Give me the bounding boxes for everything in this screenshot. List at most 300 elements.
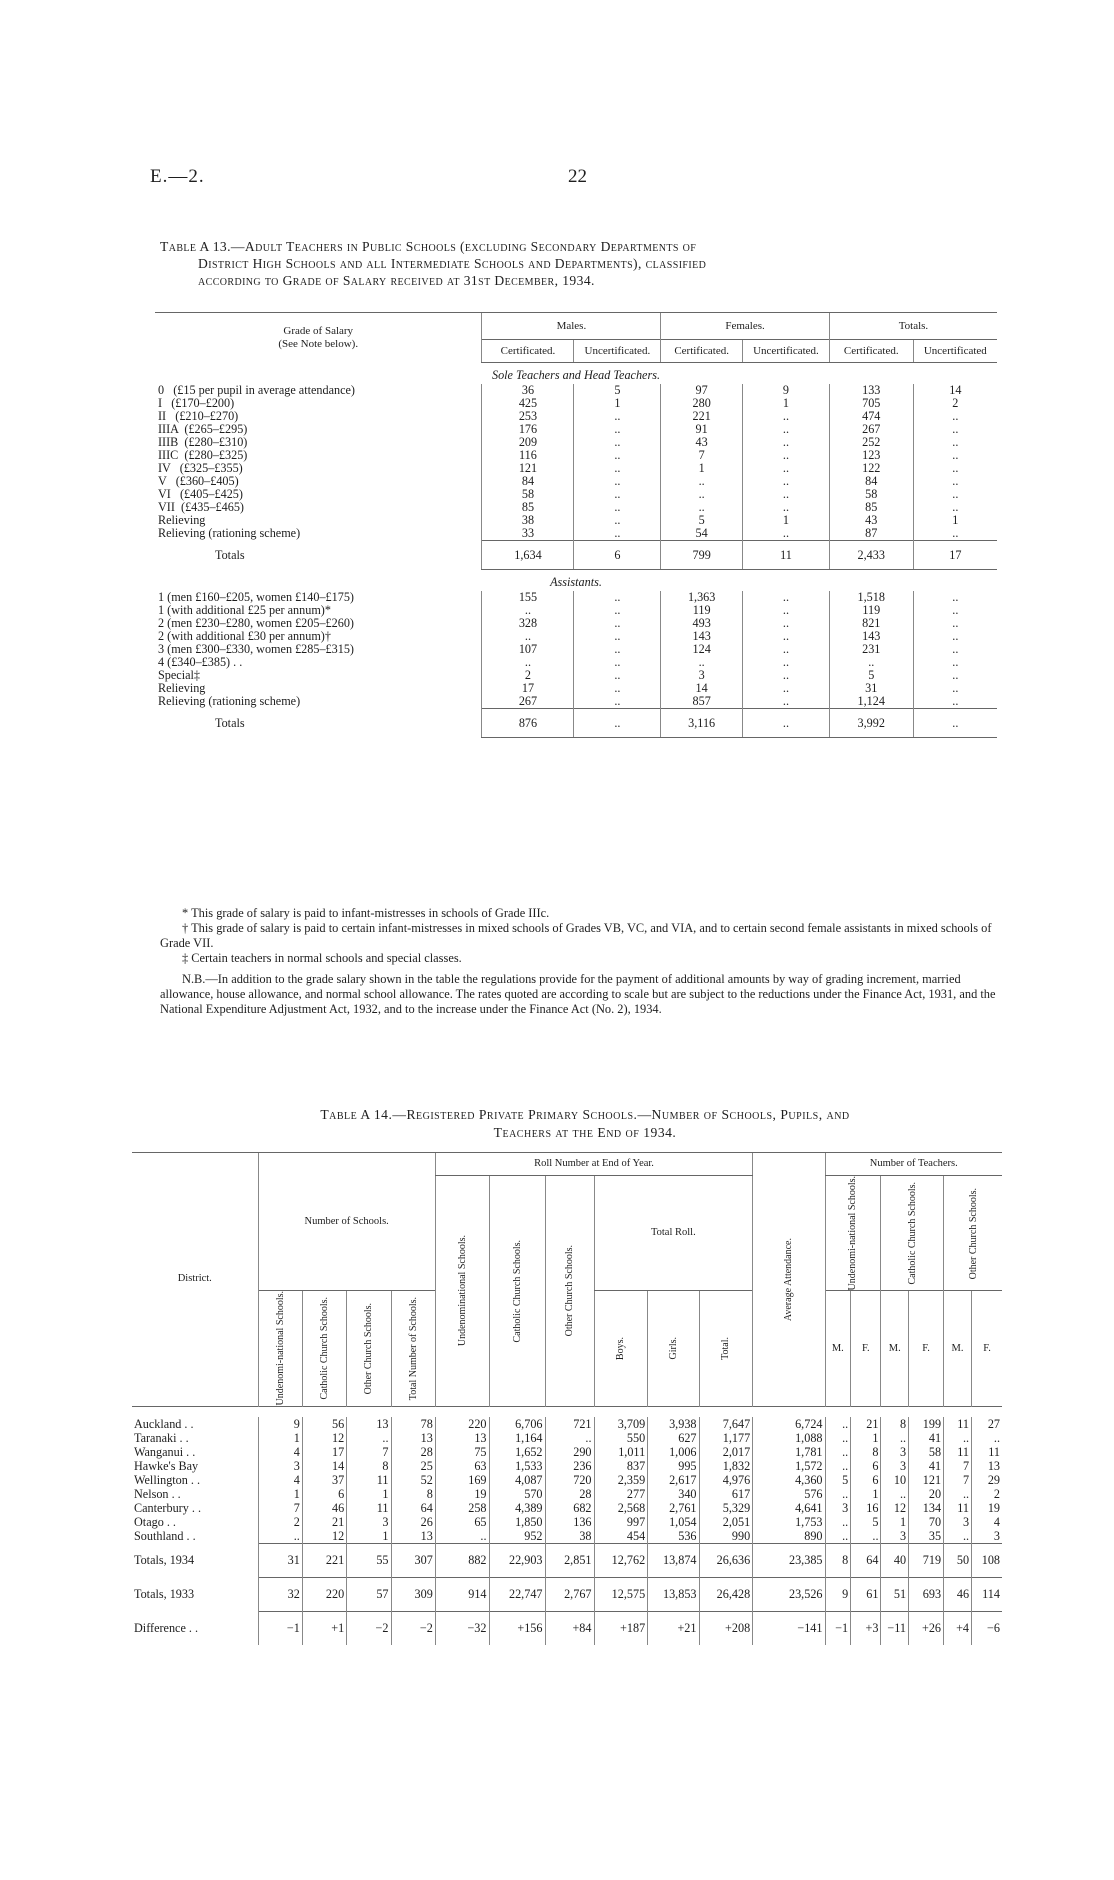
value-cell: 9 <box>258 1417 302 1431</box>
district-cell: Canterbury . . <box>134 1500 202 1515</box>
table13 <box>155 312 997 738</box>
value-cell: 22,903 <box>489 1543 545 1577</box>
value-cell: 70 <box>909 1515 944 1529</box>
table13-title-line1: Table A 13.—Adult Teachers in Public Schools (excluding Secondary Departments of <box>160 239 697 254</box>
value-cell: 1,753 <box>753 1515 825 1529</box>
grade-header-note: (See Note below). <box>278 337 359 350</box>
value-cell: 1 <box>347 1487 391 1501</box>
value-cell: 693 <box>909 1577 944 1611</box>
sch-catholic-header <box>302 1291 346 1406</box>
sch-total-label: Total Number of Schools. <box>407 1297 419 1401</box>
value-cell: 52 <box>391 1473 435 1487</box>
value-cell: 6 <box>302 1487 346 1501</box>
table-row <box>132 1501 1002 1515</box>
value-cell: 3 <box>825 1501 851 1515</box>
t-other-m-header: M. <box>944 1291 972 1406</box>
value-cell: 12 <box>881 1501 909 1515</box>
value-cell: .. <box>825 1529 851 1544</box>
value-cell: .. <box>881 1431 909 1445</box>
district-cell: Southland . . <box>134 1529 196 1544</box>
value-cell: .. <box>574 643 661 656</box>
value-cell: 46 <box>302 1501 346 1515</box>
district-cell: Wellington . . <box>134 1472 201 1487</box>
value-cell: 41 <box>909 1431 944 1445</box>
value-cell: 890 <box>753 1529 825 1544</box>
value-cell: 17 <box>302 1445 346 1459</box>
teachers-other-header <box>944 1176 1002 1291</box>
teachers-undenom-header <box>825 1176 881 1291</box>
value-cell: .. <box>743 501 830 514</box>
value-cell: −141 <box>753 1611 825 1645</box>
totals-value: 3,992 <box>829 709 913 738</box>
grade-cell: IV (£325–£355) <box>158 461 243 475</box>
value-cell: −2 <box>391 1611 435 1645</box>
males-cert-header: Certificated. <box>482 340 574 363</box>
num-schools-header: Number of Schools. <box>258 1153 435 1291</box>
value-cell: 29 <box>972 1473 1002 1487</box>
totals-header: Totals. <box>829 313 997 340</box>
teachers-other-label: Other Church Schools. <box>967 1187 979 1279</box>
value-cell: 857 <box>661 695 743 709</box>
value-cell: .. <box>743 410 830 423</box>
totals-value: 876 <box>482 709 574 738</box>
value-cell: 5 <box>829 669 913 682</box>
value-cell: .. <box>825 1417 851 1431</box>
value-cell: 1,832 <box>699 1459 753 1473</box>
girls-label: Girls. <box>667 1337 679 1360</box>
value-cell: 6,706 <box>489 1417 545 1431</box>
value-cell: +84 <box>545 1611 594 1645</box>
value-cell: 84 <box>482 475 574 488</box>
value-cell: 1 <box>574 397 661 410</box>
section-heading-row <box>155 570 997 592</box>
value-cell: 108 <box>972 1543 1002 1577</box>
value-cell: 26 <box>391 1515 435 1529</box>
value-cell: 13 <box>435 1431 489 1445</box>
value-cell: −2 <box>347 1611 391 1645</box>
value-cell: 17 <box>482 682 574 695</box>
value-cell: 705 <box>829 397 913 410</box>
value-cell: 4,389 <box>489 1501 545 1515</box>
grade-cell: Special‡ <box>158 668 200 682</box>
value-cell: .. <box>574 475 661 488</box>
value-cell: 536 <box>648 1529 699 1544</box>
value-cell: 123 <box>829 449 913 462</box>
value-cell: 21 <box>302 1515 346 1529</box>
grade-cell: Relieving (rationing scheme) <box>158 526 301 541</box>
value-cell: 1,011 <box>594 1445 648 1459</box>
value-cell: 1,054 <box>648 1515 699 1529</box>
avg-attendance-label: Average Attendance. <box>783 1237 795 1321</box>
value-cell: 2 <box>258 1515 302 1529</box>
value-cell: 58 <box>829 488 913 501</box>
sch-catholic-label: Catholic Church Schools. <box>319 1297 330 1400</box>
value-cell: 11 <box>347 1501 391 1515</box>
value-cell: .. <box>574 527 661 541</box>
table13-title <box>160 238 995 289</box>
table13-title-line3: according to Grade of Salary received at 31st December, 1934. <box>198 273 595 288</box>
table-row <box>132 1515 1002 1529</box>
value-cell: .. <box>944 1529 972 1544</box>
value-cell: 11 <box>347 1473 391 1487</box>
value-cell: 20 <box>909 1487 944 1501</box>
value-cell: 2 <box>482 669 574 682</box>
value-cell: 36 <box>482 384 574 397</box>
value-cell: .. <box>482 630 574 643</box>
value-cell: 220 <box>435 1417 489 1431</box>
roll-other-header <box>545 1176 594 1407</box>
value-cell: 107 <box>482 643 574 656</box>
table-row <box>132 1459 1002 1473</box>
value-cell: 221 <box>661 410 743 423</box>
value-cell: .. <box>482 656 574 669</box>
teachers-undenom-label: Undenomi-national Schools. <box>847 1176 859 1291</box>
value-cell: 2,359 <box>594 1473 648 1487</box>
value-cell: 454 <box>594 1529 648 1544</box>
value-cell: 209 <box>482 436 574 449</box>
value-cell: 13,874 <box>648 1543 699 1577</box>
totals-value: .. <box>574 709 661 738</box>
value-cell: 7 <box>661 449 743 462</box>
value-cell: .. <box>574 423 661 436</box>
value-cell: 91 <box>661 423 743 436</box>
value-cell: 267 <box>829 423 913 436</box>
value-cell: 3 <box>881 1529 909 1544</box>
value-cell: 25 <box>391 1459 435 1473</box>
value-cell: .. <box>825 1515 851 1529</box>
value-cell: 9 <box>743 384 830 397</box>
females-uncert-header: Uncertificated. <box>743 340 830 363</box>
value-cell: +3 <box>851 1611 881 1645</box>
value-cell: 1 <box>743 514 830 527</box>
girls-header <box>648 1291 699 1406</box>
value-cell: 13,853 <box>648 1577 699 1611</box>
value-cell: 570 <box>489 1487 545 1501</box>
district-cell: Difference . . <box>134 1621 199 1636</box>
sch-total-header <box>391 1291 435 1406</box>
value-cell: 12,575 <box>594 1577 648 1611</box>
sch-other-header <box>347 1291 391 1406</box>
value-cell: 474 <box>829 410 913 423</box>
value-cell: .. <box>574 462 661 475</box>
value-cell: 3 <box>258 1459 302 1473</box>
totals-value: 1,634 <box>482 541 574 570</box>
value-cell: 23,526 <box>753 1577 825 1611</box>
value-cell: 8 <box>851 1445 881 1459</box>
value-cell: 13 <box>972 1459 1002 1473</box>
value-cell: .. <box>574 410 661 423</box>
value-cell: .. <box>574 669 661 682</box>
value-cell: 2,761 <box>648 1501 699 1515</box>
value-cell: 307 <box>391 1543 435 1577</box>
value-cell: .. <box>972 1431 1002 1445</box>
value-cell: .. <box>851 1529 881 1544</box>
t-catholic-m-header: M. <box>881 1291 909 1406</box>
page-reference: E.—2. <box>150 166 205 187</box>
value-cell: .. <box>482 604 574 617</box>
value-cell: .. <box>574 682 661 695</box>
value-cell: 13 <box>347 1417 391 1431</box>
value-cell: .. <box>574 604 661 617</box>
value-cell: 12 <box>302 1529 346 1544</box>
value-cell: .. <box>913 695 997 709</box>
value-cell: .. <box>825 1445 851 1459</box>
value-cell: .. <box>574 591 661 604</box>
value-cell: 2,568 <box>594 1501 648 1515</box>
value-cell: 280 <box>661 397 743 410</box>
value-cell: .. <box>881 1487 909 1501</box>
value-cell: .. <box>574 488 661 501</box>
value-cell: 13 <box>391 1529 435 1544</box>
value-cell: 55 <box>347 1543 391 1577</box>
value-cell: .. <box>661 656 743 669</box>
value-cell: .. <box>913 617 997 630</box>
grade-cell: I (£170–£200) <box>158 396 235 410</box>
value-cell: 41 <box>909 1459 944 1473</box>
teachers-catholic-label: Catholic Church Schools. <box>906 1181 918 1285</box>
roll-catholic-header <box>489 1176 545 1407</box>
value-cell: 84 <box>829 475 913 488</box>
value-cell: 1,088 <box>753 1431 825 1445</box>
district-cell: Otago . . <box>134 1514 176 1529</box>
value-cell: .. <box>574 501 661 514</box>
value-cell: 720 <box>545 1473 594 1487</box>
value-cell: 1 <box>661 462 743 475</box>
value-cell: 119 <box>661 604 743 617</box>
value-cell: .. <box>661 488 743 501</box>
table14-title-line2: Teachers at the End of 1934. <box>493 1125 677 1140</box>
section-heading: Sole Teachers and Head Teachers. <box>491 368 661 382</box>
value-cell: 2 <box>913 397 997 410</box>
value-cell: −11 <box>881 1611 909 1645</box>
value-cell: .. <box>258 1529 302 1544</box>
value-cell: 1 <box>743 397 830 410</box>
t-other-f-header: F. <box>972 1291 1002 1406</box>
value-cell: 37 <box>302 1473 346 1487</box>
value-cell: 3 <box>881 1459 909 1473</box>
value-cell: 1,177 <box>699 1431 753 1445</box>
value-cell: 1,124 <box>829 695 913 709</box>
value-cell: .. <box>913 669 997 682</box>
value-cell: 1,164 <box>489 1431 545 1445</box>
table-row <box>155 695 997 709</box>
value-cell: 221 <box>302 1543 346 1577</box>
grade-cell: 2 (men £230–£280, women £205–£260) <box>158 616 354 630</box>
section-heading-row <box>155 363 997 385</box>
value-cell: .. <box>743 695 830 709</box>
value-cell: 31 <box>829 682 913 695</box>
females-header: Females. <box>661 313 830 340</box>
value-cell: 7 <box>944 1459 972 1473</box>
value-cell: 11 <box>944 1445 972 1459</box>
value-cell: 61 <box>851 1577 881 1611</box>
value-cell: .. <box>743 423 830 436</box>
value-cell: 63 <box>435 1459 489 1473</box>
grade-cell: 0 (£15 per pupil in average attendance) <box>158 383 355 397</box>
district-cell: Hawke's Bay <box>134 1458 199 1473</box>
value-cell: 136 <box>545 1515 594 1529</box>
value-cell: −1 <box>258 1611 302 1645</box>
value-cell: .. <box>743 643 830 656</box>
value-cell: 143 <box>661 630 743 643</box>
grade-cell: 3 (men £300–£330, women £285–£315) <box>158 642 354 656</box>
summary-row <box>132 1543 1002 1577</box>
value-cell: .. <box>574 436 661 449</box>
value-cell: 143 <box>829 630 913 643</box>
value-cell: 97 <box>661 384 743 397</box>
total-header <box>699 1291 753 1406</box>
value-cell: 576 <box>753 1487 825 1501</box>
value-cell: 682 <box>545 1501 594 1515</box>
value-cell: 290 <box>545 1445 594 1459</box>
value-cell: 4,360 <box>753 1473 825 1487</box>
value-cell: 1,572 <box>753 1459 825 1473</box>
value-cell: 2,051 <box>699 1515 753 1529</box>
t-catholic-f-header: F. <box>909 1291 944 1406</box>
value-cell: −6 <box>972 1611 1002 1645</box>
grade-cell: 1 (with additional £25 per annum)* <box>158 603 331 617</box>
value-cell: 8 <box>825 1543 851 1577</box>
value-cell: 7 <box>944 1473 972 1487</box>
teachers-catholic-header <box>881 1176 944 1291</box>
value-cell: 882 <box>435 1543 489 1577</box>
roll-undenom-label: Undenominational Schools. <box>456 1235 468 1347</box>
value-cell: 65 <box>435 1515 489 1529</box>
value-cell: 1 <box>851 1431 881 1445</box>
value-cell: .. <box>913 436 997 449</box>
value-cell: 21 <box>851 1417 881 1431</box>
value-cell: 1,363 <box>661 591 743 604</box>
value-cell: .. <box>913 423 997 436</box>
value-cell: +26 <box>909 1611 944 1645</box>
value-cell: 28 <box>391 1445 435 1459</box>
roll-catholic-label: Catholic Church Schools. <box>511 1239 523 1343</box>
value-cell: 134 <box>909 1501 944 1515</box>
value-cell: .. <box>913 527 997 541</box>
value-cell: 12,762 <box>594 1543 648 1577</box>
value-cell: 31 <box>258 1543 302 1577</box>
value-cell: 3 <box>972 1529 1002 1544</box>
value-cell: 990 <box>699 1529 753 1544</box>
value-cell: .. <box>743 462 830 475</box>
value-cell: 33 <box>482 527 574 541</box>
value-cell: 43 <box>829 514 913 527</box>
value-cell: .. <box>913 656 997 669</box>
totals-value: .. <box>743 709 830 738</box>
value-cell: .. <box>435 1529 489 1544</box>
value-cell: .. <box>545 1431 594 1445</box>
value-cell: .. <box>661 475 743 488</box>
value-cell: 277 <box>594 1487 648 1501</box>
value-cell: 6,724 <box>753 1417 825 1431</box>
value-cell: 4 <box>258 1445 302 1459</box>
boys-header <box>594 1291 648 1406</box>
boys-label: Boys. <box>615 1337 627 1361</box>
value-cell: 1,518 <box>829 591 913 604</box>
table13-notes <box>160 906 996 1017</box>
value-cell: 75 <box>435 1445 489 1459</box>
value-cell: 8 <box>347 1459 391 1473</box>
value-cell: 40 <box>881 1543 909 1577</box>
value-cell: .. <box>913 682 997 695</box>
grade-cell: Relieving (rationing scheme) <box>158 694 301 709</box>
value-cell: 2,851 <box>545 1543 594 1577</box>
value-cell: .. <box>574 656 661 669</box>
value-cell: 121 <box>909 1473 944 1487</box>
spacer-row <box>132 1406 1002 1417</box>
value-cell: 43 <box>661 436 743 449</box>
table13-title-line2: District High Schools and all Intermediate Schools and Departments), classified <box>198 256 707 271</box>
total-roll-header: Total Roll. <box>594 1176 753 1291</box>
teachers-header: Number of Teachers. <box>825 1153 1002 1176</box>
grade-cell: Relieving <box>158 513 206 527</box>
value-cell: 27 <box>972 1417 1002 1431</box>
value-cell: 1,850 <box>489 1515 545 1529</box>
value-cell: 5 <box>574 384 661 397</box>
value-cell: 121 <box>482 462 574 475</box>
value-cell: .. <box>743 656 830 669</box>
totals-value: 11 <box>743 541 830 570</box>
value-cell: 11 <box>972 1445 1002 1459</box>
sch-other-label: Other Church Schools. <box>363 1302 375 1395</box>
value-cell: 550 <box>594 1431 648 1445</box>
roll-other-label: Other Church Schools. <box>564 1245 575 1337</box>
value-cell: 8 <box>881 1417 909 1431</box>
value-cell: 4 <box>258 1473 302 1487</box>
value-cell: 124 <box>661 643 743 656</box>
t-undenom-m-header: M. <box>825 1291 851 1406</box>
t-undenom-f-header: F. <box>851 1291 881 1406</box>
value-cell: 3 <box>881 1445 909 1459</box>
value-cell: 119 <box>829 604 913 617</box>
value-cell: 155 <box>482 591 574 604</box>
value-cell: 199 <box>909 1417 944 1431</box>
value-cell: .. <box>825 1459 851 1473</box>
value-cell: 116 <box>482 449 574 462</box>
value-cell: 7 <box>347 1445 391 1459</box>
value-cell: 267 <box>482 695 574 709</box>
value-cell: 1 <box>881 1515 909 1529</box>
totals-value: .. <box>913 709 997 738</box>
table-row <box>155 527 997 541</box>
value-cell: 11 <box>944 1417 972 1431</box>
value-cell: 16 <box>851 1501 881 1515</box>
value-cell: .. <box>743 682 830 695</box>
value-cell: 169 <box>435 1473 489 1487</box>
value-cell: 8 <box>391 1487 435 1501</box>
value-cell: +21 <box>648 1611 699 1645</box>
value-cell: .. <box>743 527 830 541</box>
value-cell: .. <box>574 514 661 527</box>
value-cell: 2 <box>972 1487 1002 1501</box>
value-cell: .. <box>743 488 830 501</box>
value-cell: 87 <box>829 527 913 541</box>
value-cell: .. <box>743 591 830 604</box>
value-cell: 85 <box>829 501 913 514</box>
value-cell: .. <box>944 1487 972 1501</box>
table-row <box>132 1445 1002 1459</box>
sch-undenom-header <box>258 1291 302 1406</box>
value-cell: +156 <box>489 1611 545 1645</box>
males-header: Males. <box>482 313 661 340</box>
value-cell: 14 <box>302 1459 346 1473</box>
district-cell: Taranaki . . <box>134 1430 189 1445</box>
value-cell: 64 <box>391 1501 435 1515</box>
value-cell: .. <box>743 669 830 682</box>
value-cell: 51 <box>881 1577 909 1611</box>
value-cell: .. <box>743 475 830 488</box>
note-nb: N.B.—In addition to the grade salary shown in the table the regulations provide for the payment of additional amounts by way of grading increment, married allowance, house allowance, and normal school allowance. The rates quoted are according to scale but are subject to the reductions under the Finance Act, 1931, and the National Expenditure Adjustment Act, 1932, and to the increase under the Finance Act (No. 2), 1934. <box>160 972 996 1016</box>
